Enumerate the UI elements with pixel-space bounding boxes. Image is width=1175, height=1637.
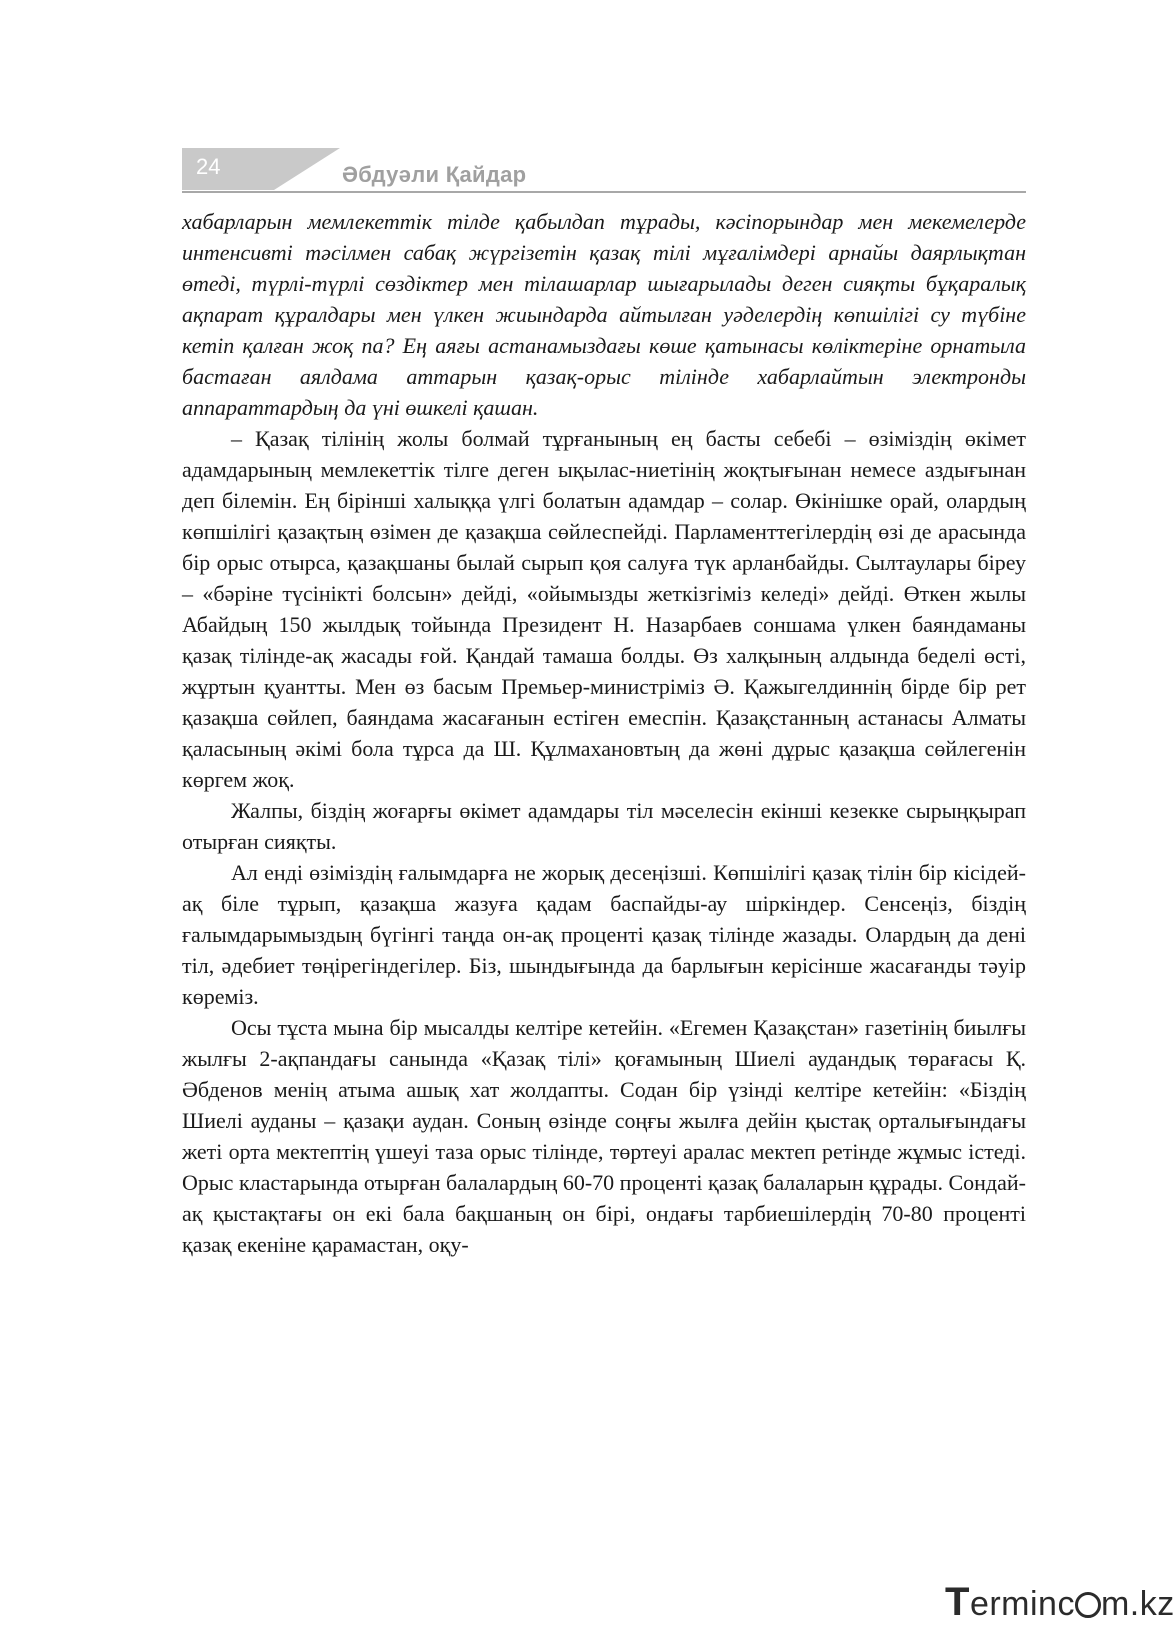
author-name: Әбдуәли Қайдар bbox=[342, 162, 527, 187]
header-rule bbox=[182, 191, 1026, 193]
paragraph-1: – Қазақ тілінің жолы болмай тұрғанының ең басты себебі – өзіміздің өкімет адамдарының мемлекеттік тілге деген ықылас-ниетінің жоқтығынан немесе аздығынан деп білемін. Ең бірінші халыққа үлгі болатын адамдар – солар. Өкінішке орай, олардың көпшілігі қазақтың өзімен де қазақша сөйлеспейді. Парламенттегілердің өзі де арасында бір орыс отырса, қазақшаны былай сырып қоя салуға түк арланбайды. Сылтаулары біреу – «бәріне түсінікті болсын» дейді, «ойымызды жеткізгіміз келеді» дейді. Өткен жылы Абайдың 150 жылдық тойында Президент Н. Назарбаев соншама үлкен баяндаманы қазақ тілінде-ақ жасады ғой. Қандай тамаша болды. Өз халқының алдында беделі өсті, жұртын қуантты. Мен өз басым Премьер-министріміз Ә. Қажыгелдиннің бірде бір рет қазақша сөйлеп, баяндама жасағанын естіген емеспін. Қазақстанның астанасы Алматы қаласының әкімі бола тұрса да Ш. Құлмахановтың да жөні дұрыс қазақша сөйлегенін көргем жоқ. bbox=[182, 426, 1026, 792]
page-body bbox=[182, 206, 1026, 1260]
running-header bbox=[182, 148, 1026, 196]
paragraph-3: Ал енді өзіміздің ғалымдарға не жорық десеңізші. Көпшілігі қазақ тілін бір кісідей-ақ біле тұрып, қазақша жазуға қадам баспайды-ау шіркіндер. Сенсеңіз, біздің ғалымдарымыздың бүгінгі таңда он-ақ проценті қазақ тілінде жазады. Олардың да дені тіл, әдебиет төңірегіндегілер. Біз, шындығында да барлығын керісінше жасағанды тәуір көреміз. bbox=[182, 860, 1026, 1009]
page-number-box bbox=[182, 148, 274, 190]
watermark-o-ring bbox=[1075, 1592, 1101, 1618]
quoted-paragraph: хабарларын мемлекеттік тілде қабылдап тұрады, кәсіпорындар мен мекемелерде интенсивті тәсілмен сабақ жүргізетін қазақ тілі мұғалімдері арнайы даярлықтан өтеді, түрлі-түрлі сөздіктер мен тілашарлар шығарылады деген сияқты бұқаралық ақпарат құралдары мен үлкен жиындарда айтылған уәделердің көпшілігі су түбіне кетіп қалған жоқ па? Ең аяғы астанамыздағы көше қатынасы көліктеріне орнатыла бастаған аялдама аттарын қазақ-орыс тілінде хабарлайтын электронды аппараттардың да үні өшкелі қашан. bbox=[182, 209, 1026, 420]
paragraph-4: Осы тұста мына бір мысалды келтіре кетейін. «Егемен Қазақстан» газетінің биылғы жылғы 2-ақпандағы санында «Қазақ тілі» қоғамының Шиелі аудандық төрағасы Қ. Әбденов менің атыма ашық хат жолдапты. Содан бір үзінді келтіре кетейін: «Біздің Шиелі ауданы – қазақи аудан. Соның өзінде соңғы жылға дейін қыстақ орталығындағы жеті орта мектептің үшеуі таза орыс тілінде, төртеуі аралас мектеп ретінде жұмыс істеді. Орыс кластарында отырған балалардың 60-70 проценті қазақ балаларын құрады. Сондай-ақ қыстақтағы он екі бала бақшаның он бірі, ондағы тарбиешілердің 70-80 проценті қазақ екеніне қарамастан, оқу- bbox=[182, 1015, 1026, 1257]
site-watermark: Terminc m.kz bbox=[945, 1580, 1175, 1624]
page-number: 24 bbox=[196, 154, 221, 179]
paragraph-2: Жалпы, біздің жоғарғы өкімет адамдары тіл мәселесін екінші кезекке сырыңқырап отырған сияқты. bbox=[182, 798, 1026, 854]
header-tab-shape bbox=[274, 148, 340, 190]
